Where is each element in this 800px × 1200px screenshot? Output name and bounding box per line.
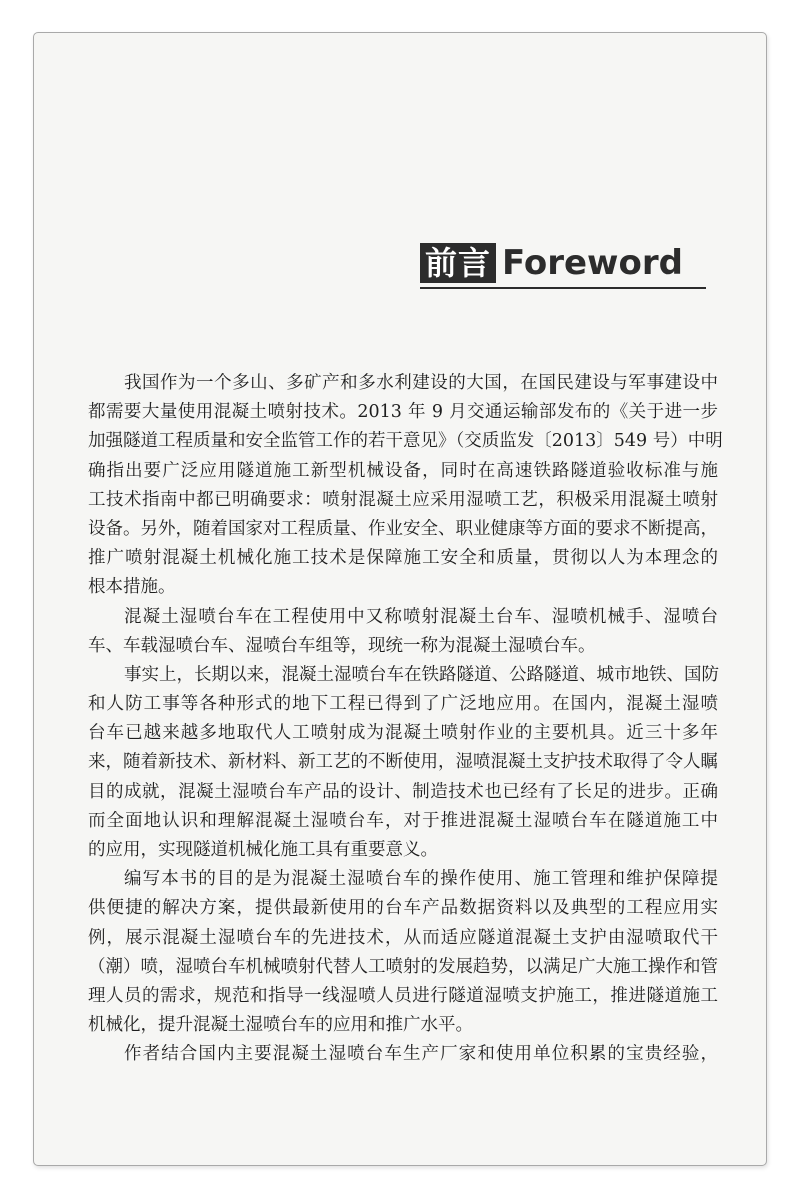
paragraph-2: [88, 603, 718, 661]
foreword-header: [420, 243, 683, 283]
text-line: 作者结合国内主要混凝土湿喷台车生产厂家和使用单位积累的宝贵经验，: [124, 1044, 718, 1065]
text-line: 台车已越来越多地取代人工喷射成为混凝土喷射作业的主要机具。近三十多年: [88, 723, 718, 744]
text-line: 事实上，长期以来，混凝土湿喷台车在铁路隧道、公路隧道、城市地铁、国防: [124, 664, 719, 685]
text-line: 机械化，提升混凝土湿喷台车的应用和推广水平。: [88, 1015, 473, 1036]
paragraph-4: [88, 865, 718, 1040]
title-english: Foreword: [502, 243, 683, 283]
paragraph-1: [88, 369, 723, 603]
text-line: 例，展示混凝土湿喷台车的先进技术，从而适应隧道混凝土支护由湿喷取代干: [88, 927, 718, 948]
text-line: 来，随着新技术、新材料、新工艺的不断使用，湿喷混凝土支护技术取得了令人瞩: [88, 752, 718, 773]
text-line: 混凝土湿喷台车在工程使用中又称喷射混凝土台车、湿喷机械手、湿喷台: [124, 606, 718, 627]
text-line: 设备。另外，随着国家对工程质量、作业安全、职业健康等方面的要求不断提高，: [88, 518, 718, 539]
text-line: 工技术指南中都已明确要求：喷射混凝土应采用湿喷工艺，积极采用混凝土喷射: [88, 489, 718, 510]
text-line: 目的成就，混凝土湿喷台车产品的设计、制造技术也已经有了长足的进步。正确: [88, 781, 718, 802]
paragraph-5: [88, 1040, 718, 1069]
text-line: 加强隧道工程质量和安全监管工作的若干意见》（交质监发〔2013〕549 号）中明: [88, 431, 723, 452]
text-line: 确指出要广泛应用隧道施工新型机械设备，同时在高速铁路隧道验收标准与施: [88, 460, 718, 481]
text-line: 我国作为一个多山、多矿产和多水利建设的大国，在国民建设与军事建设中: [124, 373, 718, 393]
title-chinese: 前言: [420, 243, 496, 283]
text-line: （潮）喷，湿喷台车机械喷射代替人工喷射的发展趋势，以满足广大施工操作和管: [88, 956, 718, 977]
foreword-body: [88, 369, 723, 1070]
text-line: 编写本书的目的是为混凝土湿喷台车的操作使用、施工管理和维护保障提: [124, 869, 718, 890]
book-page: [33, 32, 767, 1166]
text-line: 供便捷的解决方案，提供最新使用的台车产品数据资料以及典型的工程应用实: [88, 898, 718, 919]
text-line: 车、车载湿喷台车、湿喷台车组等，现统一称为混凝土湿喷台车。: [88, 635, 596, 656]
paragraph-3: [88, 661, 718, 865]
text-line: 和人防工事等各种形式的地下工程已得到了广泛地应用。在国内，混凝土湿喷: [88, 694, 718, 715]
text-line: 而全面地认识和理解混凝土湿喷台车，对于推进混凝土湿喷台车在隧道施工中: [88, 810, 718, 831]
text-line: 理人员的需求，规范和指导一线湿喷人员进行隧道湿喷支护施工，推进隧道施工: [88, 985, 718, 1006]
text-line: 的应用，实现隧道机械化施工具有重要意义。: [88, 840, 438, 860]
text-line: 推广喷射混凝土机械化施工技术是保障施工安全和质量，贯彻以人为本理念的: [88, 548, 718, 569]
header-underline: [420, 287, 706, 289]
text-line: 都需要大量使用混凝土喷射技术。2013 年 9 月交通运输部发布的《关于进一步: [88, 402, 718, 423]
text-line: 根本措施。: [88, 577, 176, 598]
